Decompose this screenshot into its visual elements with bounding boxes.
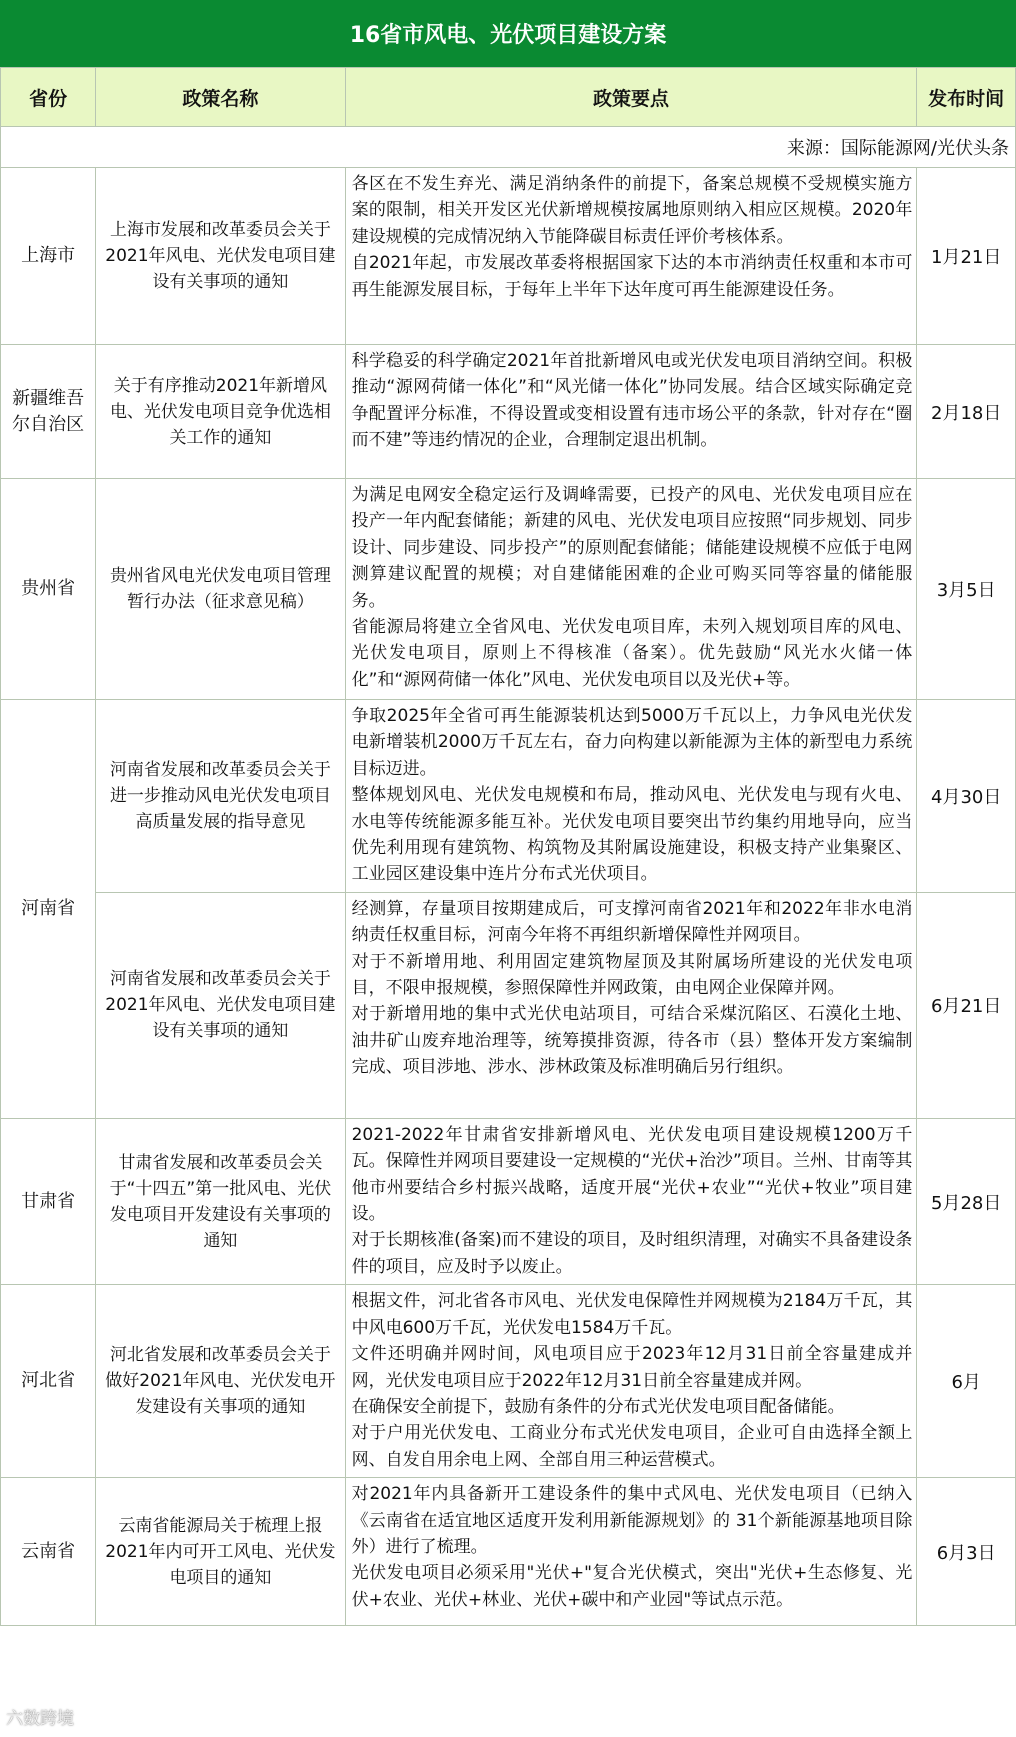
province-cell: 河南省 [1, 700, 96, 1119]
policy-point: 争取2025年全省可再生能源装机达到5000万千瓦以上，力争风电光伏发电新增装机2000万千瓦左右，奋力向构建以新能源为主体的新型电力系统目标迈进。 [351, 706, 913, 779]
province-cell: 贵州省 [1, 479, 96, 700]
date-cell: 5月28日 [917, 1118, 1016, 1284]
policy-name-cell: 河北省发展和改革委员会关于做好2021年风电、光伏发电开发建设有关事项的通知 [96, 1285, 345, 1478]
policy-point: 2021-2022年甘肃省安排新增风电、光伏发电项目建设规模1200万千瓦。保障性并网项目要建设一定规模的“光伏+治沙”项目。兰州、甘南等其他市州要结合乡村振兴战略，适度开展“光伏+农业”“光伏+牧业”项目建设。 [351, 1124, 913, 1225]
policy-points-cell [345, 1478, 917, 1626]
table-row [1, 168, 1016, 345]
header-policy-points: 政策要点 [345, 68, 917, 127]
policy-point: 文件还明确并网时间，风电项目应于2023年12月31日前全容量建成并网，光伏发电项目应于2022年12月31日前全容量建成并网。 [351, 1344, 913, 1391]
watermark: 六数跨境 [6, 1709, 74, 1729]
date-cell: 4月30日 [917, 700, 1016, 893]
province-cell: 新疆维吾尔自治区 [1, 345, 96, 479]
policy-point: 科学稳妥的科学确定2021年首批新增风电或光伏发电项目消纳空间。积极推动“源网荷储一体化”和“风光储一体化”协同发展。结合区域实际确定竞争配置评分标准，不得设置或变相设置有违市场公平的条款，针对存在“圈而不建”等违约情况的企业，合理制定退出机制。 [351, 351, 913, 451]
policy-name-cell: 上海市发展和改革委员会关于2021年风电、光伏发电项目建设有关事项的通知 [96, 168, 345, 345]
policy-point: 在确保安全前提下，鼓励有条件的分布式光伏发电项目配备储能。 [351, 1396, 845, 1417]
policy-point: 省能源局将建立全省风电、光伏发电项目库，未列入规划项目库的风电、光伏发电项目，原则上不得核准（备案）。优先鼓励“风光水火储一体化”和“源网荷储一体化”风电、光伏发电项目以及光伏+等。 [351, 617, 913, 690]
policy-points-cell [345, 479, 917, 700]
policy-name-cell: 河南省发展和改革委员会关于进一步推动风电光伏发电项目高质量发展的指导意见 [96, 700, 345, 893]
policy-point: 为满足电网安全稳定运行及调峰需要，已投产的风电、光伏发电项目应在投产一年内配套储能；新建的风电、光伏发电项目应按照“同步规划、同步设计、同步建设、同步投产”的原则配套储能；储能建设规模不应低于电网测算建议配置的规模；对自建储能困难的企业可购买同等容量的储能服务。 [351, 485, 913, 611]
table-row [1, 1285, 1016, 1478]
policy-points-cell [345, 1285, 917, 1478]
policy-point: 整体规划风电、光伏发电规模和布局，推动风电、光伏发电与现有火电、水电等传统能源多能互补。光伏发电项目要突出节约集约用地导向，应当优先利用现有建筑物、构筑物及其附属设施建设，积极支持产业集聚区、工业园区建设集中连片分布式光伏项目。 [351, 785, 913, 885]
date-cell: 6月3日 [917, 1478, 1016, 1626]
province-cell: 甘肃省 [1, 1118, 96, 1284]
policy-point: 光伏发电项目必须采用"光伏+"复合光伏模式，突出"光伏+生态修复、光伏+农业、光伏+林业、光伏+碳中和产业园"等试点示范。 [351, 1563, 913, 1610]
header-date: 发布时间 [917, 68, 1016, 127]
date-cell: 6月 [917, 1285, 1016, 1478]
source-row [1, 127, 1016, 168]
source-note: 来源：国际能源网/光伏头条 [1, 127, 1016, 168]
header-policy-name: 政策名称 [96, 68, 345, 127]
policy-points-cell [345, 1118, 917, 1284]
table-row [1, 892, 1016, 1118]
policy-name-cell: 河南省发展和改革委员会关于2021年风电、光伏发电项目建设有关事项的通知 [96, 892, 345, 1118]
policy-points-cell [345, 892, 917, 1118]
table-row [1, 479, 1016, 700]
date-cell: 1月21日 [917, 168, 1016, 345]
date-cell: 6月21日 [917, 892, 1016, 1118]
province-cell: 河北省 [1, 1285, 96, 1478]
policy-point: 对于长期核准(备案)而不建设的项目，及时组织清理，对确实不具备建设条件的项目，应及时予以废止。 [351, 1230, 913, 1277]
table-row [1, 1478, 1016, 1626]
policy-point: 各区在不发生弃光、满足消纳条件的前提下，备案总规模不受规模实施方案的限制，相关开发区光伏新增规模按属地原则纳入相应区规模。2020年建设规模的完成情况纳入节能降碳目标责任评价考核体系。 [351, 174, 913, 247]
table-row [1, 1118, 1016, 1284]
policy-point: 对2021年内具备新开工建设条件的集中式风电、光伏发电项目（已纳入《云南省在适宜地区适度开发利用新能源规划》的 31个新能源基地项目除外）进行了梳理。 [351, 1484, 913, 1557]
table-row [1, 345, 1016, 479]
policy-point: 经测算，存量项目按期建成后，可支撑河南省2021年和2022年非水电消纳责任权重目标，河南今年将不再组织新增保障性并网项目。 [351, 898, 913, 946]
policy-point: 对于户用光伏发电、工商业分布式光伏发电项目，企业可自由选择全额上网、自发自用余电上网、全部自用三种运营模式。 [351, 1423, 913, 1470]
policy-name-cell: 云南省能源局关于梳理上报2021年内可开工风电、光伏发电项目的通知 [96, 1478, 345, 1626]
province-cell: 云南省 [1, 1478, 96, 1626]
header-row [1, 68, 1016, 127]
policy-points-cell [345, 168, 917, 345]
header-province: 省份 [1, 68, 96, 127]
page-title: 16省市风电、光伏项目建设方案 [0, 0, 1016, 67]
policy-point: 对于新增用地的集中式光伏电站项目，可结合采煤沉陷区、石漠化土地、油井矿山废弃地治理等，统筹摸排资源，待各市（县）整体开发方案编制完成、项目涉地、涉水、涉林政策及标准明确后另行组织。 [351, 1004, 913, 1078]
policy-point: 根据文件，河北省各市风电、光伏发电保障性并网规模为2184万千瓦，其中风电600万千瓦，光伏发电1584万千瓦。 [351, 1291, 913, 1338]
policy-points-cell [345, 700, 917, 893]
policy-name-cell: 关于有序推动2021年新增风电、光伏发电项目竞争优选相关工作的通知 [96, 345, 345, 479]
policy-point: 对于不新增用地、利用固定建筑物屋顶及其附属场所建设的光伏发电项目，不限申报规模，参照保障性并网政策，由电网企业保障并网。 [351, 951, 913, 999]
province-cell: 上海市 [1, 168, 96, 345]
table-row [1, 700, 1016, 893]
policy-name-cell: 贵州省风电光伏发电项目管理暂行办法（征求意见稿） [96, 479, 345, 700]
policy-name-cell: 甘肃省发展和改革委员会关于“十四五”第一批风电、光伏发电项目开发建设有关事项的通知 [96, 1118, 345, 1284]
date-cell: 2月18日 [917, 345, 1016, 479]
policy-table [0, 67, 1016, 1626]
policy-point: 自2021年起，市发展改革委将根据国家下达的本市消纳责任权重和本市可再生能源发展目标，于每年上半年下达年度可再生能源建设任务。 [351, 253, 913, 300]
date-cell: 3月5日 [917, 479, 1016, 700]
policy-points-cell [345, 345, 917, 479]
